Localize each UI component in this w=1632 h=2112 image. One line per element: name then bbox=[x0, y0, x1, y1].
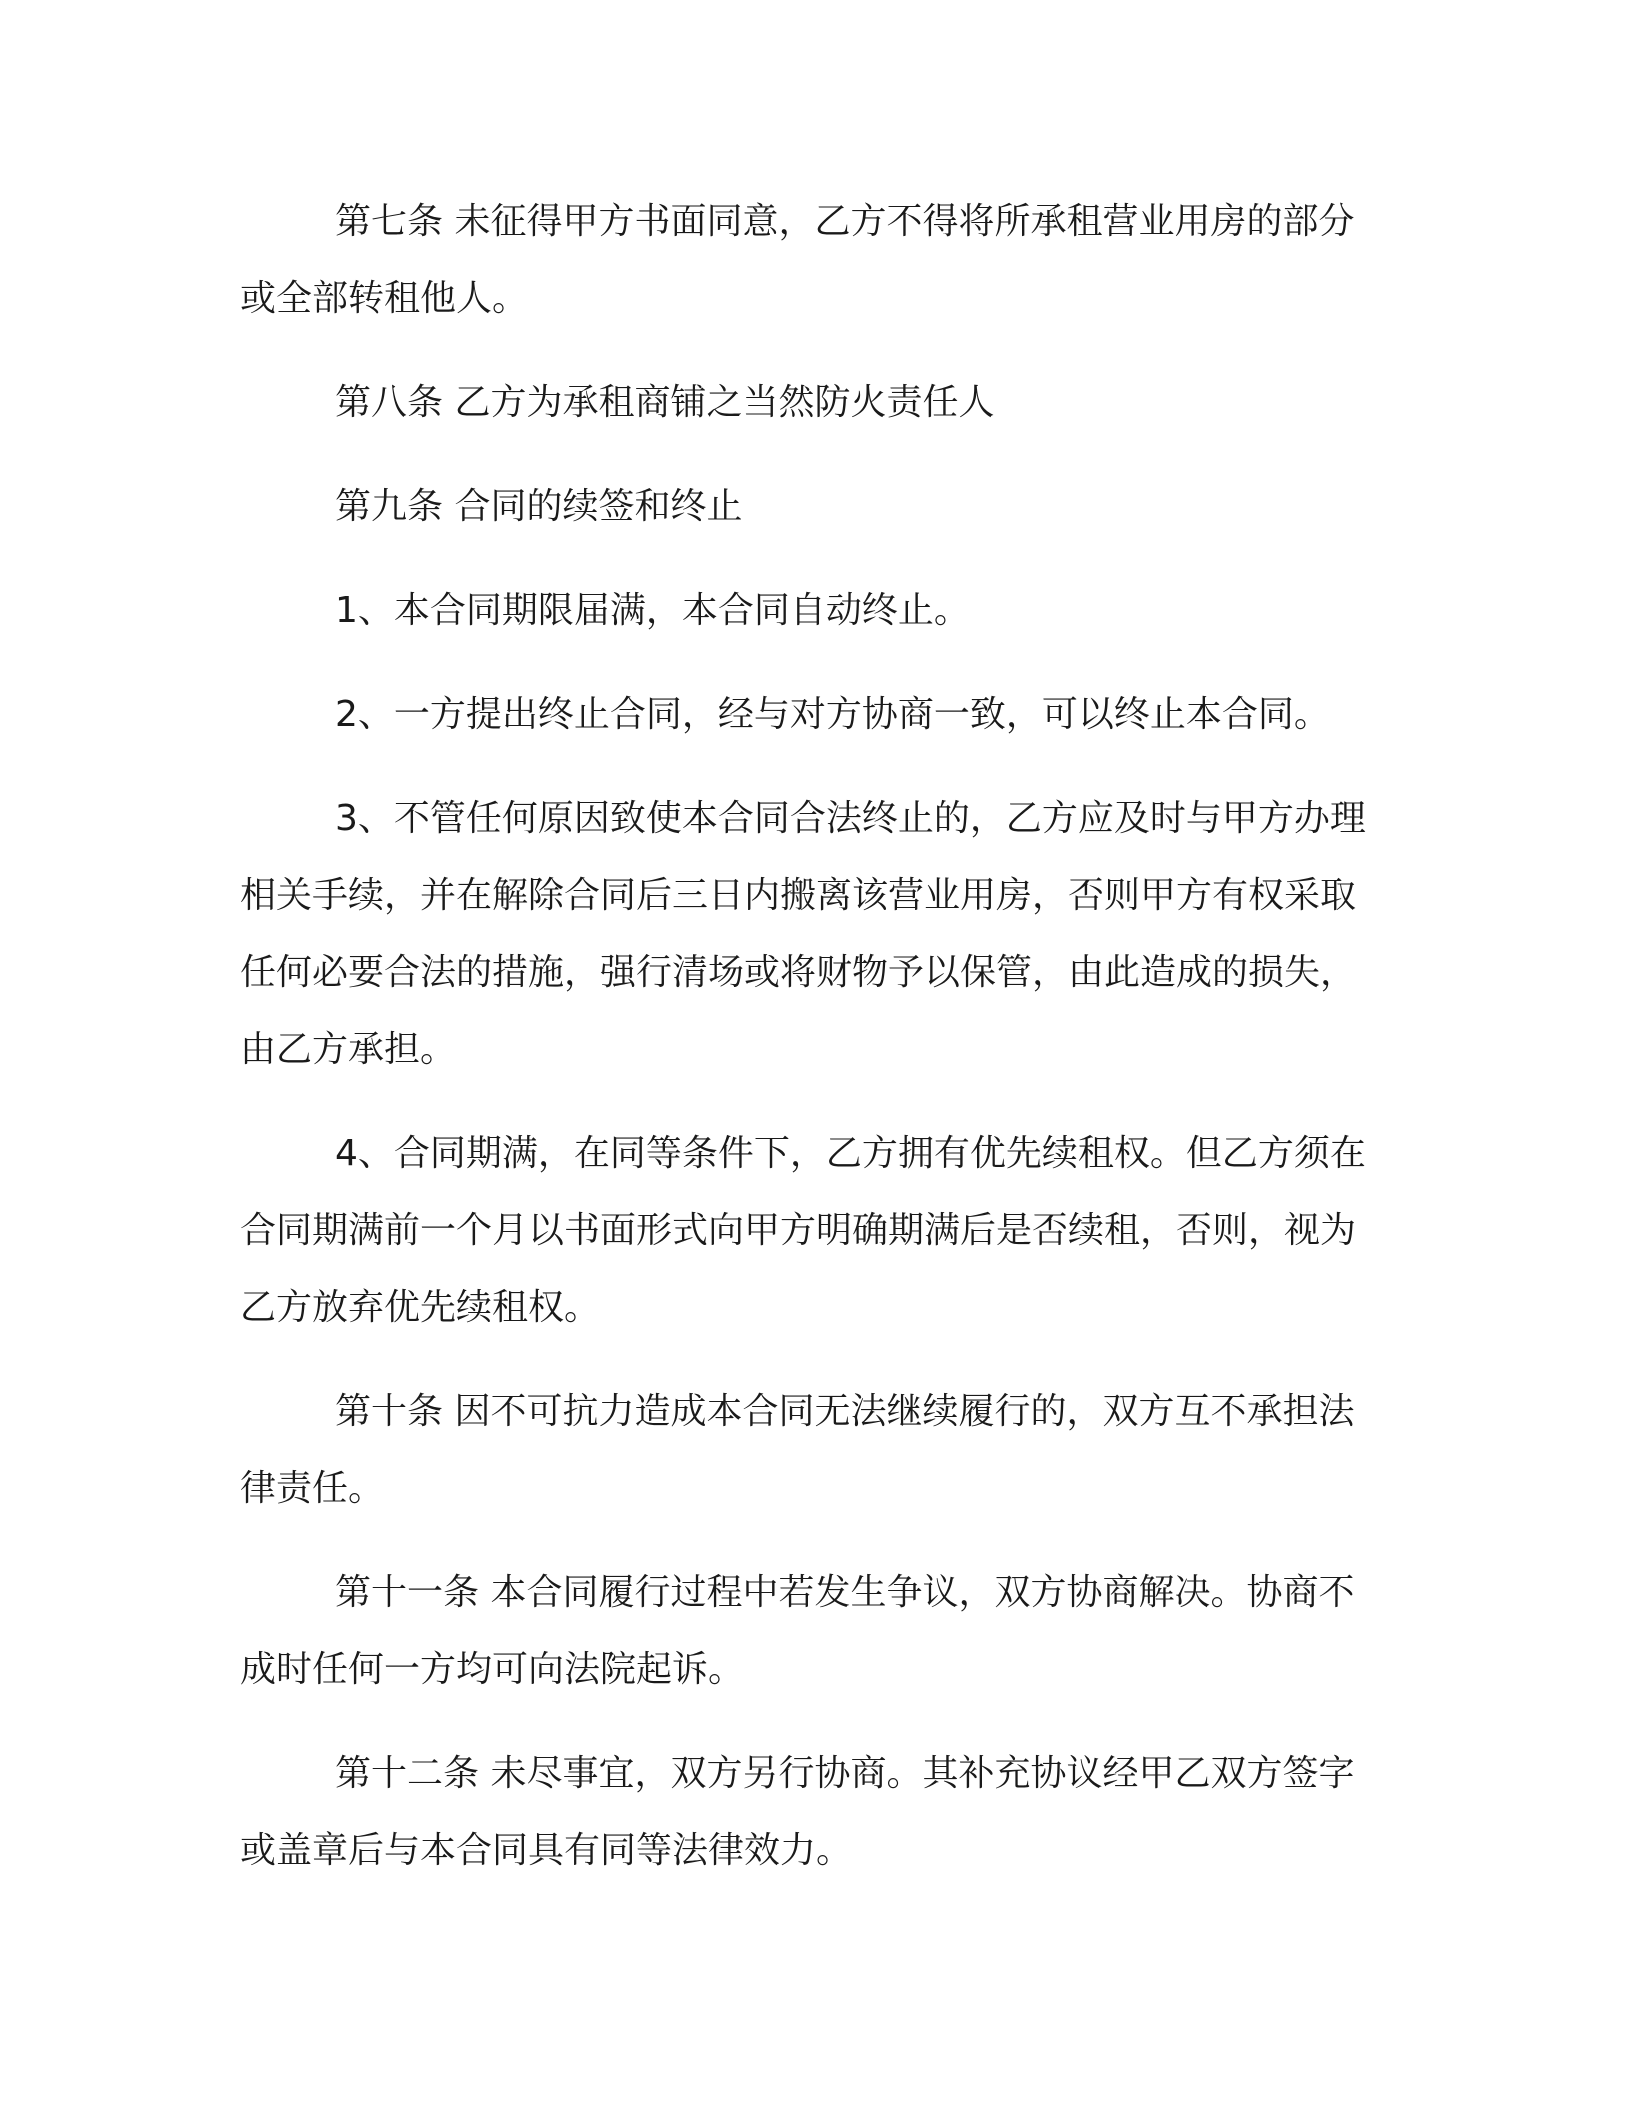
article-9-item-2: 2、一方提出终止合同，经与对方协商一致，可以终止本合同。 bbox=[335, 694, 1330, 735]
article-8-paragraph: 第八条 乙方为承租商铺之当然防火责任人 bbox=[335, 382, 995, 423]
article-12-paragraph: 第十二条 未尽事宜，双方另行协商。其补充协议经甲乙双方签字或盖章后与本合同具有同等法律效力。 bbox=[240, 1753, 1355, 1871]
article-9-item-1: 1、本合同期限届满，本合同自动终止。 bbox=[335, 590, 970, 631]
article-9-heading: 第九条 合同的续签和终止 bbox=[335, 486, 743, 527]
article-9-item-3: 3、不管任何原因致使本合同合法终止的，乙方应及时与甲方办理相关手续，并在解除合同后三日内搬离该营业用房，否则甲方有权采取任何必要合法的措施，强行清场或将财物予以保管，由此造成的损失，由乙方承担。 bbox=[240, 798, 1366, 1070]
article-7-paragraph: 第七条 未征得甲方书面同意，乙方不得将所承租营业用房的部分或全部转租他人。 bbox=[240, 201, 1355, 319]
article-11-paragraph: 第十一条 本合同履行过程中若发生争议，双方协商解决。协商不成时任何一方均可向法院起诉。 bbox=[240, 1572, 1355, 1690]
document-body bbox=[240, 183, 1390, 1916]
article-10-paragraph: 第十条 因不可抗力造成本合同无法继续履行的，双方互不承担法律责任。 bbox=[240, 1391, 1355, 1509]
article-9-item-4: 4、合同期满，在同等条件下，乙方拥有优先续租权。但乙方须在合同期满前一个月以书面形式向甲方明确期满后是否续租，否则，视为乙方放弃优先续租权。 bbox=[240, 1133, 1366, 1328]
